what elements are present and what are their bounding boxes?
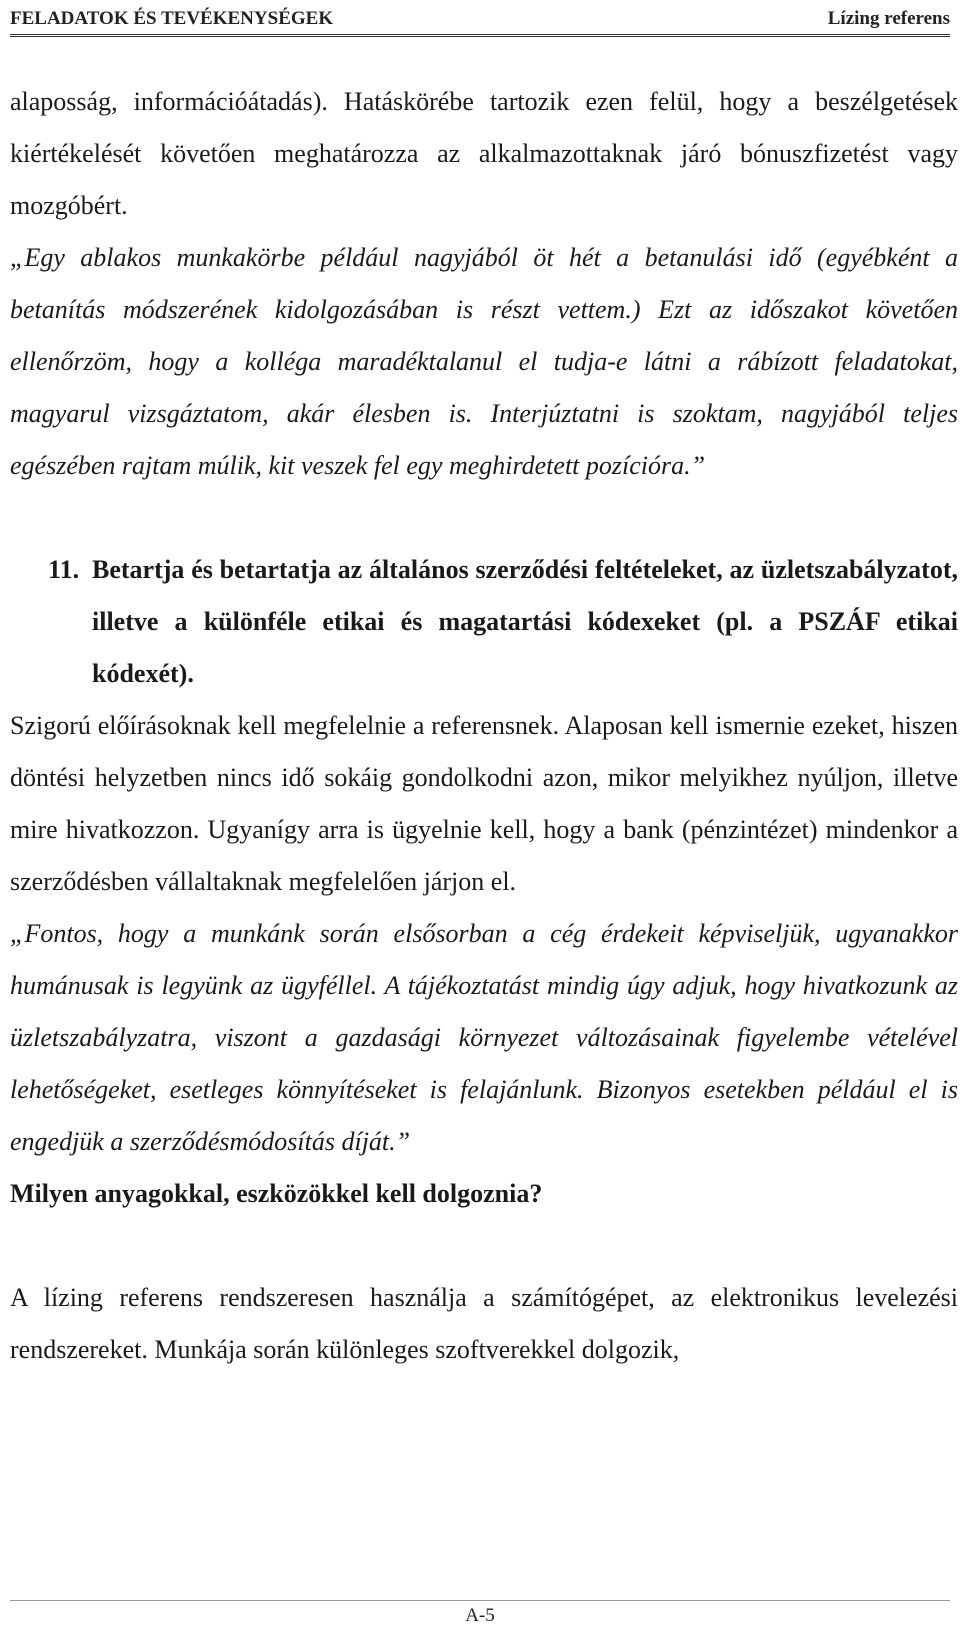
task-title: Betartja és betartatja az általános szerződési feltételeket, az üzletszabályzatot, illetve a különféle etikai és magatartási kódexeket (pl. a PSZÁF etikai kódexét). [92,555,958,688]
body-paragraph: A lízing referens rendszeresen használja a számítógépet, az elektronikus levelezési rendszereket. Munkája során különleges szoftverekkel dolgozik, [10,1283,958,1364]
numbered-task-item [48,544,958,700]
page-number: A-5 [465,1605,495,1626]
task-number: 11. [48,555,80,584]
header-chapter-title: FELADATOK ÉS TEVÉKENYSÉGEK [10,8,334,29]
header-rule [10,34,950,37]
footer-rule [10,1600,950,1601]
interview-quote: „Egy ablakos munkakörbe például nagyjából öt hét a betanulási idő (egyébként a betanítás módszerének kidolgozásában is részt vettem.) Ezt az időszakot követően ellenőrzöm, hogy a kolléga maradéktalanul el tudja-e látni a rábízott feladatokat, magyarul vizsgáztatom, akár élesben is. Interjúztatni is szoktam, nagyjából teljes egészében rajtam múlik, kit veszek fel egy meghirdetett pozícióra.” [10,243,958,480]
page-header [10,4,950,34]
page-content [10,76,958,1376]
interview-quote: „Fontos, hogy a munkánk során elsősorban a cég érdekeit képviseljük, ugyanakkor humánusak is legyünk az ügyféllel. A tájékoztatást mindig úgy adjuk, hogy hivatkozunk az üzletszabályzatra, viszont a gazdasági környezet változásainak figyelembe vételével lehetőségeket, esetleges könnyítéseket is felajánlunk. Bizonyos esetekben például el is engedjük a szerződésmódosítás díját.” [10,919,958,1156]
section-question: Milyen anyagokkal, eszközökkel kell dolgoznia? [10,1179,543,1208]
body-paragraph: alaposság, információátadás). Hatáskörébe tartozik ezen felül, hogy a beszélgetések kiértékelését követően meghatározza az alkalmazottaknak járó bónuszfizetést vagy mozgóbért. [10,87,958,220]
body-paragraph: Szigorú előírásoknak kell megfelelnie a referensnek. Alaposan kell ismernie ezeket, hiszen döntési helyzetben nincs idő sokáig gondolkodni azon, mikor melyikhez nyúljon, illetve mire hivatkozzon. Ugyanígy arra is ügyelnie kell, hogy a bank (pénzintézet) mindenkor a szerződésben vállaltaknak megfelelően járjon el. [10,711,958,896]
header-document-title: Lízing referens [827,8,950,29]
